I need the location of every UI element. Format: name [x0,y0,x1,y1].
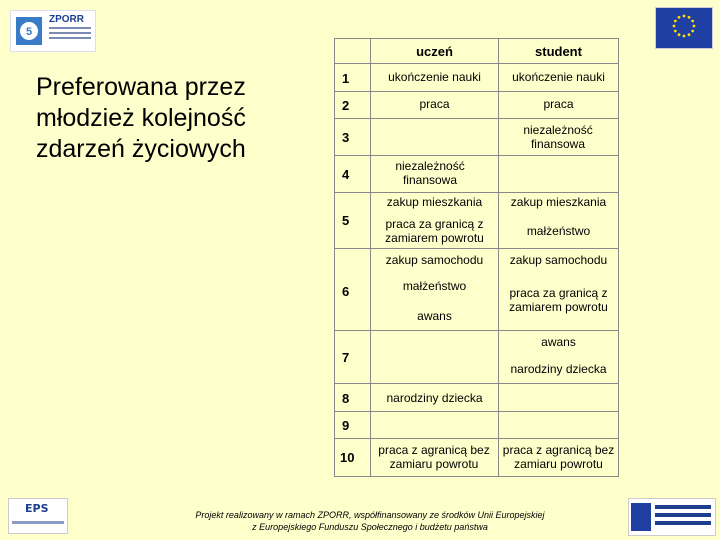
cell-uczen-8: narodziny dziecka [386,391,483,405]
cell-student-2: praca [543,97,574,111]
row-number-1: 1 [342,71,350,86]
cell-uczen-6c: awans [417,309,452,323]
column-header-student: student [535,44,582,59]
cell-uczen-4: niezależność finansowa [395,159,465,187]
efs-logo [628,498,716,536]
row-number-7: 7 [342,350,350,365]
row-number-3: 3 [342,130,350,145]
zporr-logo [10,10,96,52]
zporr-emblem-icon [14,15,44,47]
footer-line-2: z Europejskiego Funduszu Społecznego i budżetu państwa [252,522,488,532]
efs-logo-text [655,505,711,529]
cell-student-7b: narodziny dziecka [510,362,607,376]
cell-student-6a: zakup samochodu [509,253,608,267]
cell-student-5a: zakup mieszkania [510,195,607,209]
row-number-10: 10 [340,450,355,465]
cell-student-7a: awans [541,335,576,349]
eps-logo [8,498,68,534]
row-number-8: 8 [342,391,350,406]
zporr-logo-subtitle [49,27,91,42]
page-title: Preferowana przez młodzież kolejność zdarzeń życiowych [36,73,246,163]
cell-uczen-5a: zakup mieszkania [386,195,483,209]
footer-note [150,509,590,533]
eu-flag-icon [655,7,713,49]
row-number-4: 4 [342,167,350,182]
cell-student-6b: praca za granicą z zamiarem powrotu [509,286,608,314]
row-number-6: 6 [342,284,350,299]
eps-logo-mark-icon: EPS [25,502,49,515]
cell-uczen-6a: zakup samochodu [385,253,484,267]
cell-uczen-5b: praca za granicą z zamiarem powrotu [385,217,484,245]
cell-uczen-2: praca [419,97,450,111]
svg-text:5: 5 [25,26,33,38]
footer-line-1: Projekt realizowany w ramach ZPORR, współfinansowany ze środków Unii Europejskiej [195,510,545,520]
row-number-2: 2 [342,98,350,113]
row-number-9: 9 [342,418,350,433]
row-number-5: 5 [342,213,350,228]
cell-student-10: praca z agranicą bez zamiaru powrotu [502,443,615,471]
cell-student-3: niezależność finansowa [523,123,593,151]
cell-student-1: ukończenie nauki [512,70,605,84]
efs-flag-icon [631,503,651,531]
cell-uczen-6b: małżeństwo [402,279,467,293]
cell-student-5b: małżeństwo [526,224,591,238]
cell-uczen-1: ukończenie nauki [388,70,481,84]
cell-uczen-10: praca z agranicą bez zamiaru powrotu [378,443,490,471]
zporr-logo-title: ZPORR [49,14,84,25]
column-header-uczen: uczeń [416,44,453,59]
